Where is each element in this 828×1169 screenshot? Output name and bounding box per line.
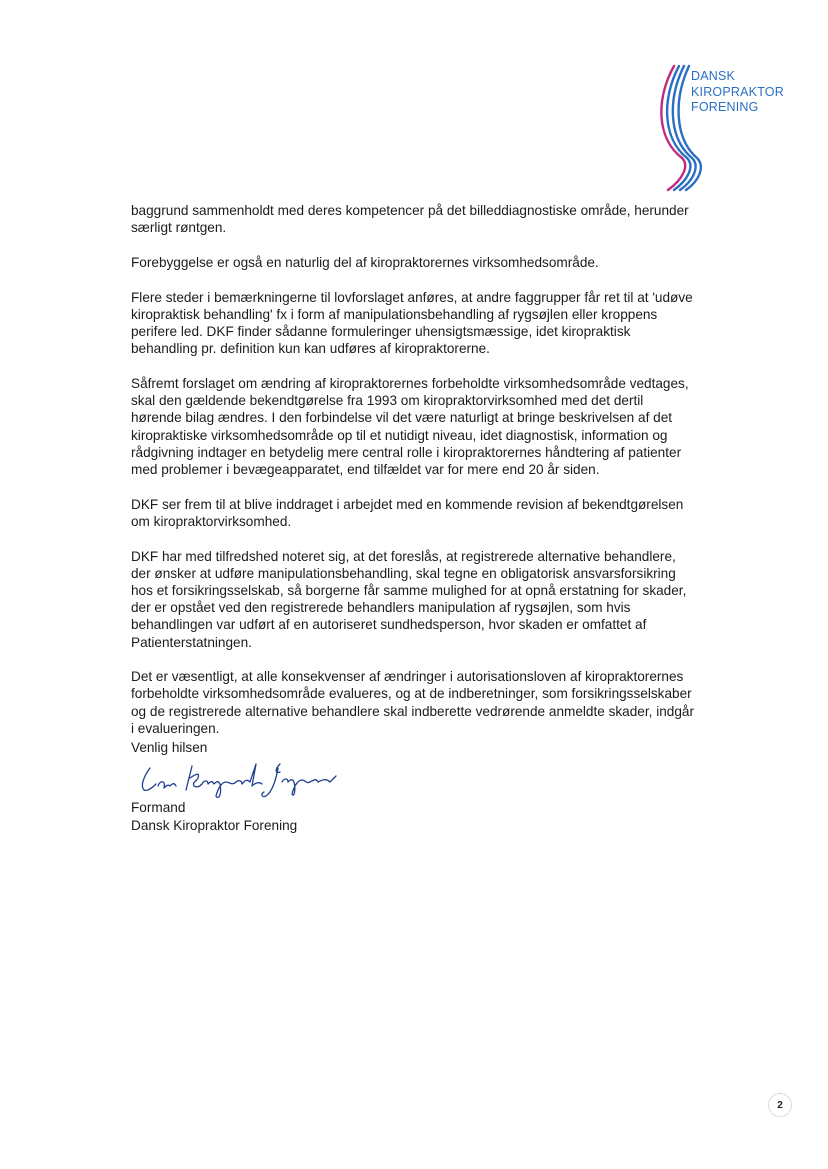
handwritten-signature xyxy=(138,756,343,802)
logo-line-2: KIROPRAKTOR xyxy=(691,84,784,99)
letter-body xyxy=(131,202,697,755)
paragraph-3: Flere steder i bemærkningerne til lovforslaget anføres, at andre faggrupper får ret til at 'udøve kiropraktisk behandling' fx i form af manipulationsbehandling af rygsøjlen eller kroppens perifere led. DKF finder sådanne formuleringer uhensigtsmæssige, idet kiropraktisk behandling pr. definition kun kan udføres af kiropraktorerne. xyxy=(131,289,693,357)
paragraph-7: Det er væsentligt, at alle konsekvenser af ændringer i autorisationsloven af kiropraktorernes forbeholdte virksomhedsområde evalueres, og at de indberetninger, som forsikringsselskaber og de registrerede alternative behandlere skal indberette vedrørende anmeldte skader, indgår i evalueringen. xyxy=(131,669,694,736)
signer-organization: Dansk Kiropraktor Forening xyxy=(131,817,298,833)
page-number-badge: 2 xyxy=(768,1093,792,1117)
paragraph-1: baggrund sammenholdt med deres kompetencer på det billeddiagnostiske område, herunder særligt røntgen. xyxy=(131,203,689,236)
paragraph-4: Såfremt forslaget om ændring af kiropraktorernes forbeholdte virksomhedsområde vedtages, skal den gældende bekendtgørelse fra 1993 om kiropraktorvirksomhed med det dertil hørende bilag ændres. I den forbindelse vil det være naturligt at bringe beskrivelsen af det kiropraktiske virksomhedsområde op til et nutidigt niveau, idet diagnostisk, information og rådgivning indtager en betydelig mere central rolle i kiropraktorernes håndtering af patienter med problemer i bevægeapparatet, end tilfældet var for mere end 20 år siden. xyxy=(131,375,689,477)
paragraph-2: Forebyggelse er også en naturlig del af kiropraktorernes virksomhedsområde. xyxy=(131,254,599,270)
paragraph-6: DKF har med tilfredshed noteret sig, at det foreslås, at registrerede alternative behandlere, der ønsker at udføre manipulationsbehandling, skal tegne en obligatorisk ansvarsforsikring hos et forsikringsselskab, så borgerne får samme mulighed for at opnå erstatning for skader, der er opstået ved den registrerede behandlers manipulation af rygsøjlen, som hvis behandlingen var udført af en autoriseret sundhedsperson, hvor skaden er omfattet af Patienterstatningen. xyxy=(131,548,687,650)
closing-salutation: Venlig hilsen xyxy=(131,740,208,755)
logo-line-1: DANSK xyxy=(691,69,736,83)
logo-wordmark xyxy=(691,69,784,116)
paragraph-5: DKF ser frem til at blive inddraget i arbejdet med en kommende revision af bekendtgørelsen om kiropraktorvirksomhed. xyxy=(131,496,684,529)
signer-title: Formand xyxy=(131,800,186,815)
logo-line-3: FORENING xyxy=(691,100,759,114)
signer-block xyxy=(131,799,297,834)
